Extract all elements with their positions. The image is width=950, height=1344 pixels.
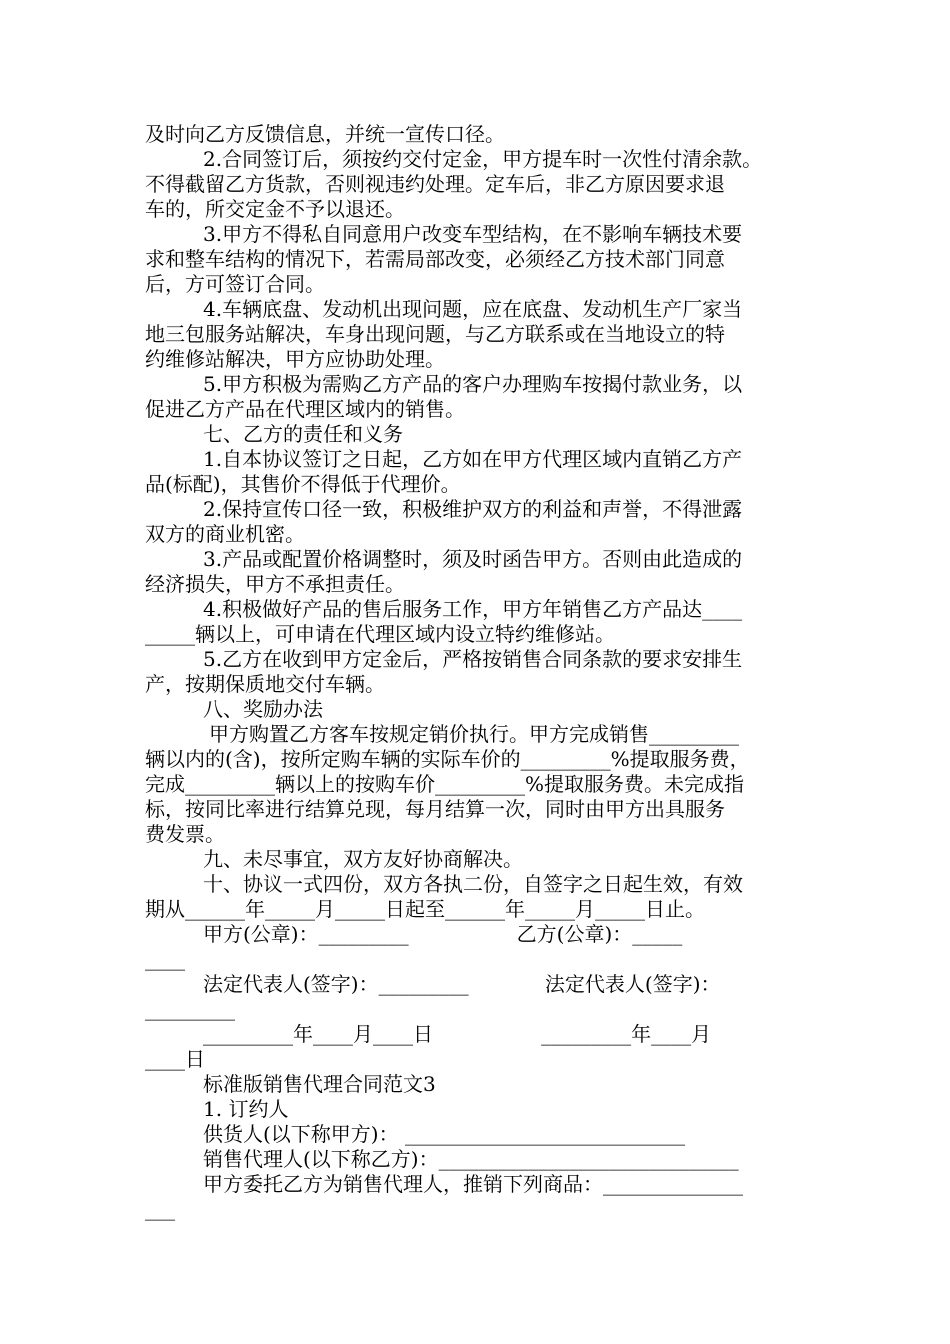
text-line: 完成_________辆以上的按购车价_________%提取服务费。未完成指 [145, 772, 745, 796]
text-line: 费发票。 [145, 822, 225, 846]
text-line: 期从______年_____月_____日起至______年_____月_____日止。 [145, 897, 705, 921]
text-line: 经济损失，甲方不承担责任。 [145, 572, 405, 596]
document-title: 标准版销售代理合同范文3 [203, 1072, 436, 1096]
text-line: _____辆以上，可申请在代理区域内设立特约维修站。 [145, 622, 615, 646]
signature-line: ____ [145, 947, 185, 971]
text-line: 促进乙方产品在代理区域内的销售。 [145, 397, 465, 421]
section-heading: 八、奖励办法 [203, 697, 323, 721]
text-line: 2.保持宣传口径一致，积极维护双方的利益和声誉，不得泄露 [203, 497, 743, 521]
date-line: _________年____月____日 _________年____月 [203, 1022, 712, 1046]
text-line: 车的，所交定金不予以退还。 [145, 197, 405, 221]
text-line: 4.积极做好产品的售后服务工作，甲方年销售乙方产品达____ [203, 597, 743, 621]
text-line: 标，按同比率进行结算兑现，每月结算一次，同时由甲方出具服务 [145, 797, 725, 821]
text-line: 约维修站解决，甲方应协助处理。 [145, 347, 445, 371]
text-line: 甲方购置乙方客车按规定销价执行。甲方完成销售_________ [209, 722, 739, 746]
text-line: 及时向乙方反馈信息，并统一宣传口径。 [145, 122, 505, 146]
text-line: 产，按期保质地交付车辆。 [145, 672, 385, 696]
date-line: ____日 [145, 1047, 205, 1071]
text-line: 十、协议一式四份，双方各执二份，自签字之日起生效，有效 [203, 872, 743, 896]
text-line: 5.甲方积极为需购乙方产品的客户办理购车按揭付款业务，以 [203, 372, 743, 396]
text-line: 1.自本协议签订之日起，乙方如在甲方代理区域内直销乙方产 [203, 447, 743, 471]
signature-line: 甲方(公章)：_________ 乙方(公章)：_____ [203, 922, 683, 946]
text-line: 辆以内的(含)，按所定购车辆的实际车价的_________%提取服务费， [145, 747, 750, 771]
section-heading: 七、乙方的责任和义务 [203, 422, 403, 446]
text-line: 4.车辆底盘、发动机出现问题，应在底盘、发动机生产厂家当 [203, 297, 743, 321]
text-line: 九、未尽事宜，双方友好协商解决。 [203, 847, 523, 871]
text-line: 2.合同签订后，须按约交付定金，甲方提车时一次性付清余款。 [203, 147, 763, 171]
section-heading: 1. 订约人 [203, 1097, 289, 1121]
text-line: 5.乙方在收到甲方定金后，严格按销售合同条款的要求安排生 [203, 647, 743, 671]
text-line: 品(标配)，其售价不得低于代理价。 [145, 472, 461, 496]
signature-line: _________ [145, 997, 235, 1021]
text-line: 不得截留乙方货款，否则视违约处理。定车后，非乙方原因要求退 [145, 172, 725, 196]
text-line: 3.产品或配置价格调整时，须及时函告甲方。否则由此造成的 [203, 547, 743, 571]
text-line: 销售代理人(以下称乙方)：______________________________ [203, 1147, 739, 1171]
signature-line: 法定代表人(签字)：_________ 法定代表人(签字)： [203, 972, 721, 996]
text-line: 求和整车结构的情况下，若需局部改变，必须经乙方技术部门同意 [145, 247, 725, 271]
text-line: 地三包服务站解决，车身出现问题，与乙方联系或在当地设立的特 [145, 322, 725, 346]
text-line: 双方的商业机密。 [145, 522, 305, 546]
text-line: 甲方委托乙方为销售代理人，推销下列商品：______________ [203, 1172, 743, 1196]
text-line: 后，方可签订合同。 [145, 272, 325, 296]
text-line: 供货人(以下称甲方)： ____________________________ [203, 1122, 685, 1146]
text-line: 3.甲方不得私自同意用户改变车型结构，在不影响车辆技术要 [203, 222, 743, 246]
text-line: ___ [145, 1197, 175, 1221]
